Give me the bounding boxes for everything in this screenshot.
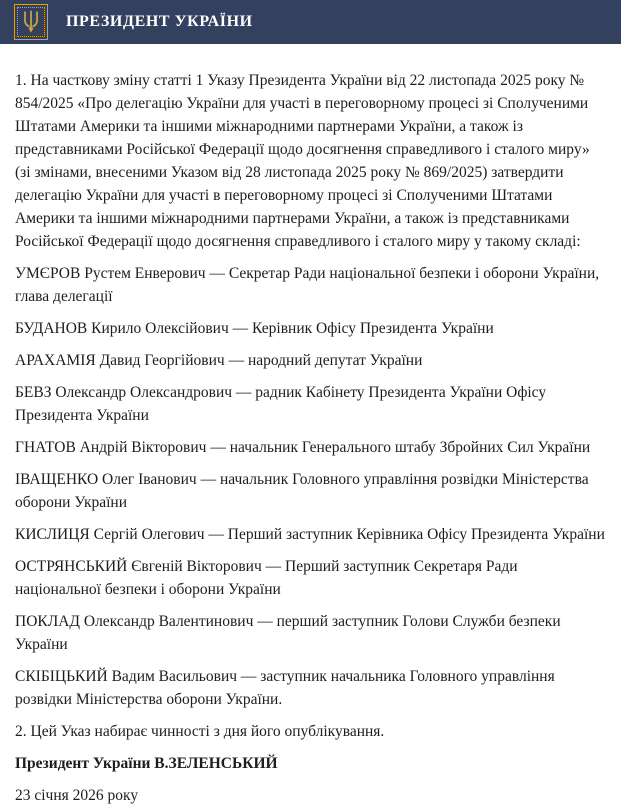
delegate-name: ГНАТОВ Андрій Вікторович [15, 439, 207, 456]
signature-line: Президент України В.ЗЕЛЕНСЬКИЙ [15, 755, 278, 772]
delegate-entry [15, 523, 606, 546]
article-1-paragraph: 1. На часткову зміну статті 1 Указу Президента України від 22 листопада 2025 року № 854/2025 «Про делегацію України для участі в переговорному процесі зі Сполученими Штатами Америки та іншими міжнародними партнерами України, а також із представниками Російської Федерації щодо досягнення справедливого і сталого миру» (зі змінами, внесеними Указом від 28 листопада 2025 року № 869/2025) затвердити делегацію України для участі в переговорному процесі зі Сполученими Штатами Америки та іншими міжнародними партнерами України, а також із представниками Російської Федерації щодо досягнення справедливого і сталого миру у такому складі: [15, 72, 590, 250]
delegate-role: начальник Головного управління розвідки Міністерства оборони України [15, 471, 589, 511]
article-2-paragraph: 2. Цей Указ набирає чинності з дня його опублікування. [15, 723, 385, 740]
dash-separator: — [209, 265, 225, 282]
delegate-role: радник Кабінету Президента України Офісу Президента України [15, 384, 547, 424]
dash-separator: — [235, 384, 252, 401]
delegate-name: СКІБІЦЬКИЙ Вадим Васильович [15, 668, 238, 685]
dash-separator: — [200, 471, 217, 488]
delegate-role: народний депутат України [247, 352, 423, 369]
dash-separator: — [240, 668, 257, 685]
delegate-name: АРАХАМІЯ Давид Георгійович [15, 352, 225, 369]
delegate-role: Перший заступник Керівника Офісу Президента України [227, 526, 605, 543]
delegate-name: ІВАЩЕНКО Олег Іванович [15, 471, 197, 488]
delegate-name: БУДАНОВ Кирило Олексійович [15, 320, 229, 337]
dash-separator: — [208, 526, 224, 543]
delegate-name: БЕВЗ Олександр Олександрович [15, 384, 233, 401]
header-title: ПРЕЗИДЕНТ УКРАЇНИ [66, 13, 253, 30]
dash-separator: — [257, 613, 273, 630]
delegate-role: заступник начальника Головного управління розвідки Міністерства оборони України. [15, 668, 555, 708]
dash-separator: — [210, 439, 226, 456]
delegate-role: Керівник Офісу Президента України [252, 320, 494, 337]
delegate-entry [15, 262, 606, 308]
delegate-entry [15, 381, 606, 427]
decree-body [0, 44, 621, 807]
dash-separator: — [265, 558, 282, 575]
delegate-role: Секретар Ради національної безпеки і оборони України, глава делегації [15, 265, 600, 305]
emblem-frame [14, 4, 48, 40]
delegate-name: ОСТРЯНСЬКИЙ Євгеній Вікторович [15, 558, 262, 575]
date-line: 23 січня 2026 року [15, 787, 139, 804]
delegate-name: УМЄРОВ Рустем Енверович [15, 265, 206, 282]
delegate-entry [15, 665, 606, 711]
delegate-role: Перший заступник Секретаря Ради національної безпеки і оборони України [15, 558, 518, 598]
delegate-name: ПОКЛАД Олександр Валентинович [15, 613, 254, 630]
delegate-entry [15, 317, 606, 340]
delegate-entry [15, 555, 606, 601]
delegate-entry [15, 468, 606, 514]
delegate-entry [15, 610, 606, 656]
delegate-entry [15, 349, 606, 372]
delegate-role: перший заступник Голови Служби безпеки України [15, 613, 561, 653]
dash-separator: — [232, 320, 249, 337]
header-bar [0, 0, 621, 44]
delegate-name: КИСЛИЦЯ Сергій Олегович [15, 526, 205, 543]
delegate-role: начальник Генерального штабу Збройних Сил України [229, 439, 591, 456]
delegate-entry [15, 436, 606, 459]
dash-separator: — [228, 352, 245, 369]
tryzub-icon [17, 7, 45, 37]
